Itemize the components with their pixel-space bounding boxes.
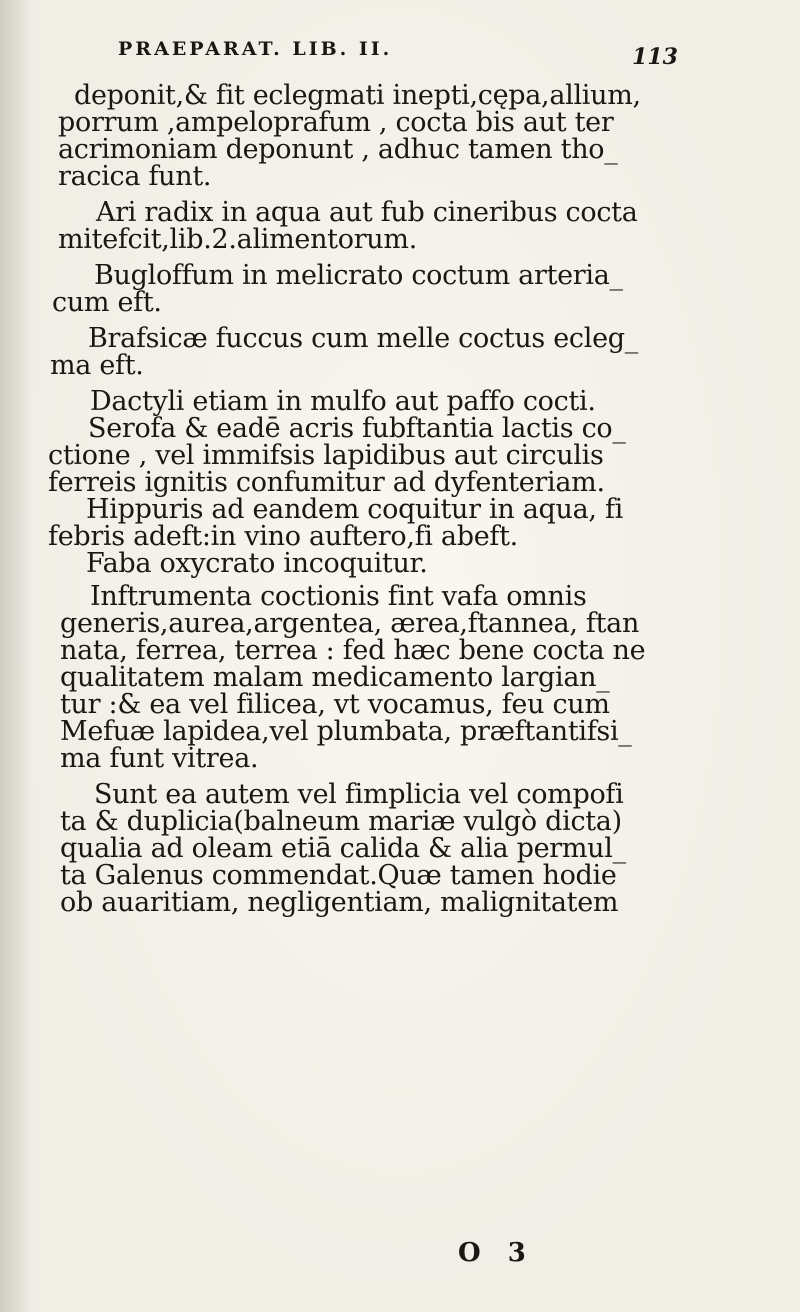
- text-line: Bugloffum in melicrato coctum arteria_: [94, 260, 623, 291]
- text-line: Hippuris ad eandem coquitur in aqua, fi: [86, 494, 623, 525]
- text-line: deponit,& fit eclegmati inepti,cępa,allium,: [74, 80, 641, 111]
- text-line: porrum ,ampeloprafum , cocta bis aut ter: [58, 107, 614, 138]
- text-line: generis,aurea,argentea, ærea,ftannea, ftan: [60, 608, 640, 639]
- text-line: Sunt ea autem vel fimplicia vel compofi: [94, 779, 624, 810]
- text-line: ma eft.: [50, 350, 144, 381]
- text-line: qualia ad oleam etiā calida & alia permul_: [60, 833, 626, 864]
- text-line: Ari radix in aqua aut fub cineribus cocta: [96, 197, 638, 228]
- text-line: Faba oxycrato incoquitur.: [86, 548, 428, 579]
- text-line: ob auaritiam, negligentiam, malignitatem: [60, 887, 619, 918]
- text-line: Brafsicæ fuccus cum melle coctus ecleg_: [88, 323, 638, 354]
- page-number: 113: [632, 44, 678, 70]
- text-line: tur :& ea vel filicea, vt vocamus, feu cum: [60, 689, 610, 720]
- text-line: nata, ferrea, terrea : fed hæc bene cocta ne: [60, 635, 646, 666]
- text-line: acrimoniam deponunt , adhuc tamen tho_: [58, 134, 618, 165]
- signature-mark: O 3: [458, 1238, 526, 1268]
- text-line: cum eft.: [52, 287, 162, 318]
- text-line: ta & duplicia(balneum mariæ vulgò dicta): [60, 806, 622, 837]
- text-line: Dactyli etiam in mulfo aut paffo cocti.: [90, 386, 596, 417]
- page-header: [118, 36, 678, 76]
- text-line: racica funt.: [58, 161, 212, 192]
- text-line: febris adeft:in vino auftero,fi abeft.: [48, 521, 518, 552]
- body-text: [46, 82, 656, 916]
- text-line: ctione , vel immifsis lapidibus aut circulis: [48, 440, 604, 471]
- text-line: Mefuæ lapidea,vel plumbata, præftantifsi_: [60, 716, 632, 747]
- text-line: ta Galenus commendat.Quæ tamen hodie: [60, 860, 617, 891]
- text-line: ferreis ignitis confumitur ad dyfenteriam.: [48, 467, 605, 498]
- text-line: qualitatem malam medicamento largian_: [60, 662, 610, 693]
- gutter-shadow: [0, 0, 34, 1312]
- running-head: PRAEPARAT. LIB. II.: [118, 38, 393, 60]
- text-line: Inftrumenta coctionis fint vafa omnis: [90, 581, 587, 612]
- text-line: mitefcit,lib.2.alimentorum.: [58, 224, 417, 255]
- text-line: ma funt vitrea.: [60, 743, 259, 774]
- text-line: Serofa & eadē acris fubftantia lactis co_: [88, 413, 626, 444]
